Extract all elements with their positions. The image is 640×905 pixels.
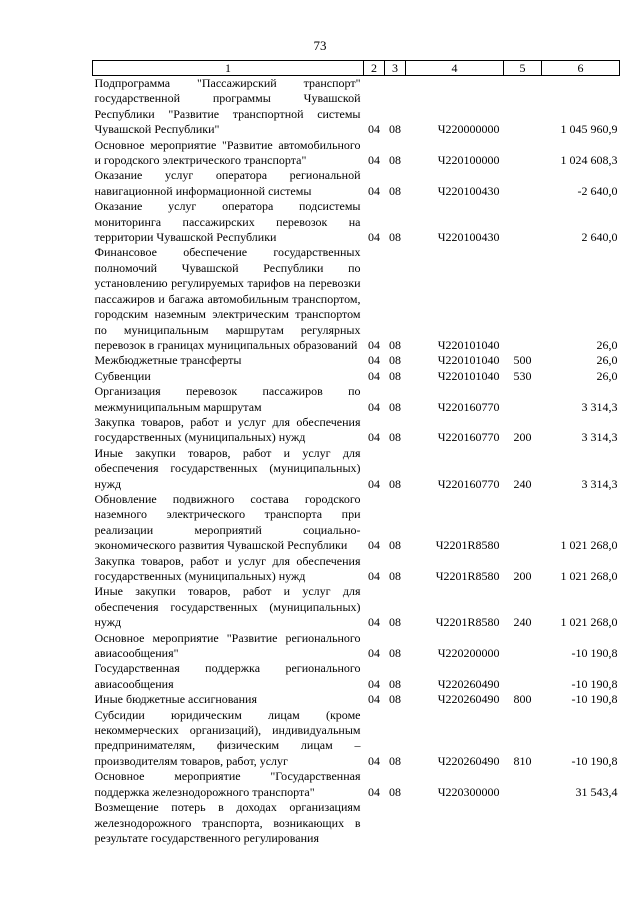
- row-subsection: 08: [389, 430, 401, 445]
- row-target-code: Ч220160770: [437, 430, 500, 445]
- row-amount: 1 021 268,0: [560, 538, 618, 553]
- row-subsection: 08: [389, 615, 401, 630]
- row-name: Подпрограмма "Пассажирский транспорт" государственной программы Чувашской Республики "Развитие транспортной системы Чувашской Республики": [94, 76, 361, 137]
- row-expense-type: [504, 800, 542, 846]
- row-amount: 31 543,4: [575, 784, 618, 799]
- column-header: 1: [93, 61, 364, 76]
- row-section: 04: [368, 676, 380, 691]
- row-expense-type: 530: [513, 368, 532, 383]
- row-name: Иные бюджетные ассигнования: [94, 692, 257, 707]
- row-section: 04: [368, 368, 380, 383]
- row-expense-type: [504, 245, 542, 353]
- table-row: [93, 584, 620, 630]
- row-expense-type: [504, 631, 542, 662]
- row-name: Иные закупки товаров, работ и услуг для обеспечения государственных (муниципальных) нужд: [94, 584, 361, 630]
- row-target-code: Ч220300000: [437, 784, 500, 799]
- row-expense-type: [504, 138, 542, 169]
- row-section: 04: [368, 183, 380, 198]
- row-name: Субсидии юридическим лицам (кроме некоммерческих организаций), индивидуальным предпринимателям, физическим лицам – производителям товаров, работ, услуг: [94, 707, 361, 768]
- column-header: 2: [364, 61, 385, 76]
- table-row: [93, 492, 620, 554]
- row-section: 04: [368, 230, 380, 245]
- budget-table: [92, 60, 620, 846]
- row-target-code: Ч2201R8580: [435, 538, 500, 553]
- column-header: 3: [385, 61, 406, 76]
- row-amount: -10 190,8: [571, 646, 618, 661]
- row-section: 04: [368, 646, 380, 661]
- row-target-code: Ч220000000: [437, 122, 500, 137]
- row-name: Закупка товаров, работ и услуг для обеспечения государственных (муниципальных) нужд: [94, 553, 361, 583]
- row-target-code: Ч220100430: [437, 183, 500, 198]
- row-amount: 3 314,3: [581, 476, 618, 491]
- row-amount: 3 314,3: [581, 430, 618, 445]
- row-amount: -2 640,0: [577, 183, 618, 198]
- table-row: [93, 369, 620, 384]
- row-subsection: 08: [389, 399, 401, 414]
- row-amount: 1 045 960,9: [560, 122, 618, 137]
- row-section: 04: [368, 353, 380, 368]
- row-expense-type: [504, 199, 542, 245]
- row-name: Финансовое обеспечение государственных полномочий Чувашской Республики по установлению регулируемых тарифов на перевозки пассажиров и багажа автомобильным транспортом, городским наземным электрическим транспортом по муниципальным маршрутам регулярных перевозок в границах муниципальных образований: [94, 245, 361, 352]
- row-name: Оказание услуг оператора подсистемы мониторинга пассажирских перевозок на территории Чувашской Республики: [94, 199, 361, 245]
- column-header: 5: [504, 61, 542, 76]
- row-target-code: Ч220101040: [437, 368, 500, 383]
- row-subsection: 08: [389, 122, 401, 137]
- row-target-code: Ч220160770: [437, 476, 500, 491]
- column-header: 4: [406, 61, 504, 76]
- row-target-code: Ч220101040: [437, 337, 500, 352]
- row-target-code: Ч2201R8580: [435, 615, 500, 630]
- row-name: Государственная поддержка регионального авиасообщения: [94, 661, 361, 691]
- table-row: [93, 800, 620, 846]
- row-amount: 26,0: [596, 368, 618, 383]
- row-section: 04: [368, 153, 380, 168]
- row-expense-type: 800: [513, 692, 532, 707]
- row-section: 04: [368, 476, 380, 491]
- row-amount: 1 021 268,0: [560, 615, 618, 630]
- table-row: [93, 446, 620, 492]
- row-subsection: 08: [389, 646, 401, 661]
- row-name: Оказание услуг оператора региональной навигационной информационной системы: [94, 168, 361, 198]
- table-row: [93, 76, 620, 138]
- row-section: 04: [368, 569, 380, 583]
- row-amount: 26,0: [596, 353, 618, 368]
- column-header: 6: [542, 61, 620, 76]
- row-subsection: 08: [389, 753, 401, 768]
- row-expense-type: [504, 661, 542, 692]
- row-section: 04: [368, 430, 380, 445]
- row-expense-type: 500: [513, 353, 532, 368]
- row-section: [364, 800, 385, 846]
- row-subsection: 08: [389, 784, 401, 799]
- row-expense-type: [504, 769, 542, 800]
- row-target-code: Ч220101040: [437, 353, 500, 368]
- table-row: [93, 138, 620, 169]
- row-amount: -10 190,8: [571, 692, 618, 707]
- row-target-code: Ч220260490: [437, 676, 500, 691]
- row-expense-type: 200: [513, 430, 532, 445]
- row-target-code: Ч220100430: [437, 230, 500, 245]
- table-header-row: [93, 61, 620, 76]
- row-section: 04: [368, 122, 380, 137]
- row-expense-type: 810: [513, 753, 532, 768]
- row-expense-type: 200: [513, 569, 532, 583]
- row-expense-type: [504, 384, 542, 415]
- row-expense-type: [504, 168, 542, 199]
- row-subsection: 08: [389, 183, 401, 198]
- row-amount: -10 190,8: [571, 676, 618, 691]
- row-subsection: 08: [389, 476, 401, 491]
- table-row: [93, 631, 620, 662]
- row-expense-type: [504, 492, 542, 554]
- table-row: [93, 245, 620, 353]
- row-subsection: 08: [389, 676, 401, 691]
- page-number: 73: [313, 38, 327, 53]
- row-target-code: Ч220260490: [437, 753, 500, 768]
- row-subsection: 08: [389, 337, 401, 352]
- row-target-code: [406, 800, 504, 846]
- row-amount: [542, 800, 620, 846]
- row-amount: 1 021 268,0: [560, 569, 618, 583]
- row-section: 04: [368, 784, 380, 799]
- table-row: [93, 769, 620, 800]
- row-expense-type: 240: [513, 476, 532, 491]
- row-amount: 3 314,3: [581, 399, 618, 414]
- row-expense-type: [504, 76, 542, 138]
- row-amount: 1 024 608,3: [560, 153, 618, 168]
- row-section: 04: [368, 753, 380, 768]
- row-amount: -10 190,8: [571, 753, 618, 768]
- table-row: [93, 353, 620, 368]
- row-name: Иные закупки товаров, работ и услуг для обеспечения государственных (муниципальных) нужд: [94, 445, 361, 491]
- row-subsection: 08: [389, 569, 401, 583]
- table-body: [93, 76, 620, 847]
- table-row: [93, 415, 620, 446]
- row-name: Организация перевозок пассажиров по межмуниципальным маршрутам: [94, 384, 361, 414]
- table-row: [93, 384, 620, 415]
- row-subsection: 08: [389, 692, 401, 707]
- row-target-code: Ч220260490: [437, 692, 500, 707]
- row-name: Межбюджетные трансферты: [94, 353, 242, 368]
- row-target-code: Ч2201R8580: [435, 569, 500, 583]
- row-section: 04: [368, 692, 380, 707]
- row-section: 04: [368, 538, 380, 553]
- row-name: Обновление подвижного состава городского наземного электрического транспорта при реализации мероприятий социально-экономического развития Чувашской Республики: [94, 491, 361, 553]
- row-name: Возмещение потерь в доходах организациям железнодорожного транспорта, возникающих в результате государственного регулирования: [94, 800, 361, 845]
- row-name: Закупка товаров, работ и услуг для обеспечения государственных (муниципальных) нужд: [94, 414, 361, 445]
- table-row: [93, 661, 620, 692]
- row-subsection: 08: [389, 353, 401, 368]
- table-row: [93, 168, 620, 199]
- row-name: Субвенции: [94, 368, 151, 383]
- table-row: [93, 708, 620, 770]
- row-name: Основное мероприятие "Развитие автомобильного и городского электрического транспорта": [94, 137, 361, 168]
- table-row: [93, 554, 620, 585]
- row-name: Основное мероприятие "Развитие регионального авиасообщения": [94, 630, 361, 661]
- row-section: 04: [368, 399, 380, 414]
- row-amount: 2 640,0: [581, 230, 618, 245]
- row-target-code: Ч220160770: [437, 399, 500, 414]
- row-section: 04: [368, 615, 380, 630]
- row-subsection: 08: [389, 368, 401, 383]
- row-section: 04: [368, 337, 380, 352]
- row-subsection: 08: [389, 153, 401, 168]
- table-row: [93, 199, 620, 245]
- table-row: [93, 692, 620, 707]
- row-target-code: Ч220100000: [437, 153, 500, 168]
- row-subsection: 08: [389, 230, 401, 245]
- row-subsection: 08: [389, 538, 401, 553]
- row-name: Основное мероприятие "Государственная поддержка железнодорожного транспорта": [94, 769, 361, 799]
- row-amount: 26,0: [596, 337, 618, 352]
- row-expense-type: 240: [513, 615, 532, 630]
- row-target-code: Ч220200000: [437, 646, 500, 661]
- row-subsection: [385, 800, 406, 846]
